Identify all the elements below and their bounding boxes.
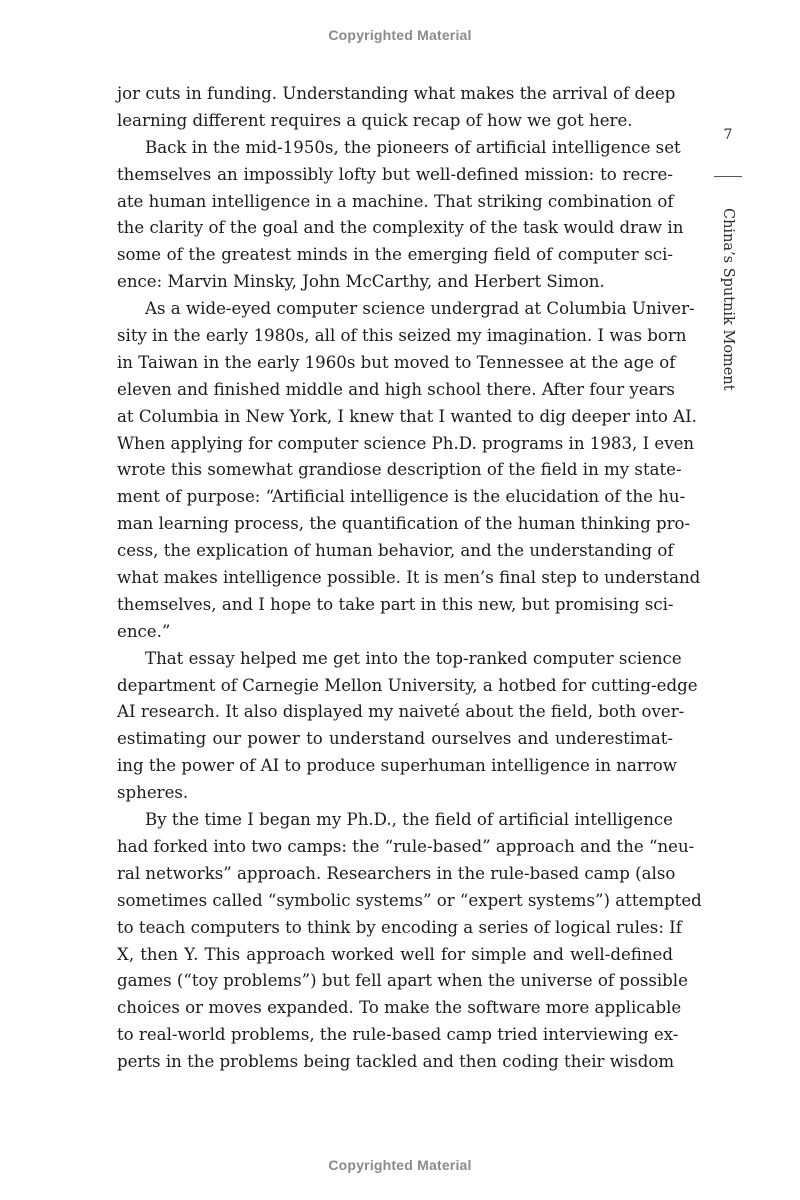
margin-divider	[714, 176, 742, 177]
text-line: some of the greatest minds in the emerging field of computer sci-	[117, 245, 673, 265]
text-line: jor cuts in funding. Understanding what makes the arrival of deep	[117, 84, 676, 103]
paragraph-first-line: By the time I began my Ph.D., the field of artificial intelligence	[145, 810, 673, 830]
text-line: ence.”	[117, 621, 171, 641]
text-line: department of Carnegie Mellon University, a hotbed for cutting-edge	[117, 675, 698, 695]
text-line: learning different requires a quick recap of how we got here.	[117, 110, 633, 130]
text-line: what makes intelligence possible. It is men’s final step to understand	[117, 568, 701, 588]
text-line: ing the power of AI to produce superhuman intelligence in narrow	[117, 756, 677, 776]
text-line: choices or moves expanded. To make the software more applicable	[117, 998, 682, 1018]
text-line: cess, the explication of human behavior, and the understanding of	[117, 541, 674, 561]
text-line: had forked into two camps: the “rule-based” approach and the “neu-	[117, 836, 695, 856]
text-line: in Taiwan in the early 1960s but moved to Tennessee at the age of	[117, 352, 676, 372]
body-text	[117, 81, 702, 1076]
text-line: to teach computers to think by encoding a series of logical rules: If	[117, 917, 682, 937]
text-line: to real-world problems, the rule-based camp tried interviewing ex-	[117, 1025, 679, 1045]
text-line: sity in the early 1980s, all of this seized my imagination. I was born	[117, 326, 687, 346]
text-line: ate human intelligence in a machine. That striking combination of	[117, 191, 674, 211]
copyright-watermark-top: Copyrighted Material	[328, 27, 472, 43]
text-line: sometimes called “symbolic systems” or “expert systems”) attempted	[117, 890, 702, 910]
text-line: man learning process, the quantification of the human thinking pro-	[117, 514, 691, 534]
text-line: themselves an impossibly lofty but well-defined mission: to recre-	[117, 164, 673, 184]
text-line: AI research. It also displayed my naiveté about the field, both over-	[117, 702, 685, 722]
text-line: ence: Marvin Minsky, John McCarthy, and Herbert Simon.	[117, 272, 605, 292]
text-line: the clarity of the goal and the complexity of the task would draw in	[117, 218, 684, 238]
text-line: at Columbia in New York, I knew that I wanted to dig deeper into AI.	[117, 406, 697, 426]
running-head-chapter-title: China’s Sputnik Moment	[720, 208, 736, 391]
text-line: themselves, and I hope to take part in this new, but promising sci-	[117, 594, 674, 614]
copyright-watermark-bottom: Copyrighted Material	[328, 1157, 472, 1173]
text-line: wrote this somewhat grandiose description of the field in my state-	[117, 460, 682, 480]
paragraph-first-line: As a wide-eyed computer science undergrad at Columbia Univer-	[145, 299, 695, 319]
text-line: estimating our power to understand ourselves and underestimat-	[117, 729, 673, 749]
text-line: spheres.	[117, 783, 189, 803]
paragraph-first-line: Back in the mid-1950s, the pioneers of artificial intelligence set	[145, 137, 681, 157]
text-line: perts in the problems being tackled and then coding their wisdom	[117, 1052, 675, 1072]
text-line: games (“toy problems”) but fell apart when the universe of possible	[117, 971, 688, 991]
text-line: ral networks” approach. Researchers in the rule-based camp (also	[117, 863, 676, 883]
paragraph-first-line: That essay helped me get into the top-ranked computer science	[145, 648, 682, 668]
page-number: 7	[723, 127, 733, 143]
text-line: X, then Y. This approach worked well for simple and well-defined	[117, 944, 673, 964]
text-line: When applying for computer science Ph.D. programs in 1983, I even	[117, 433, 695, 453]
text-line: ment of purpose: “Artificial intelligence is the elucidation of the hu-	[117, 487, 686, 507]
text-line: eleven and finished middle and high school there. After four years	[117, 379, 675, 399]
